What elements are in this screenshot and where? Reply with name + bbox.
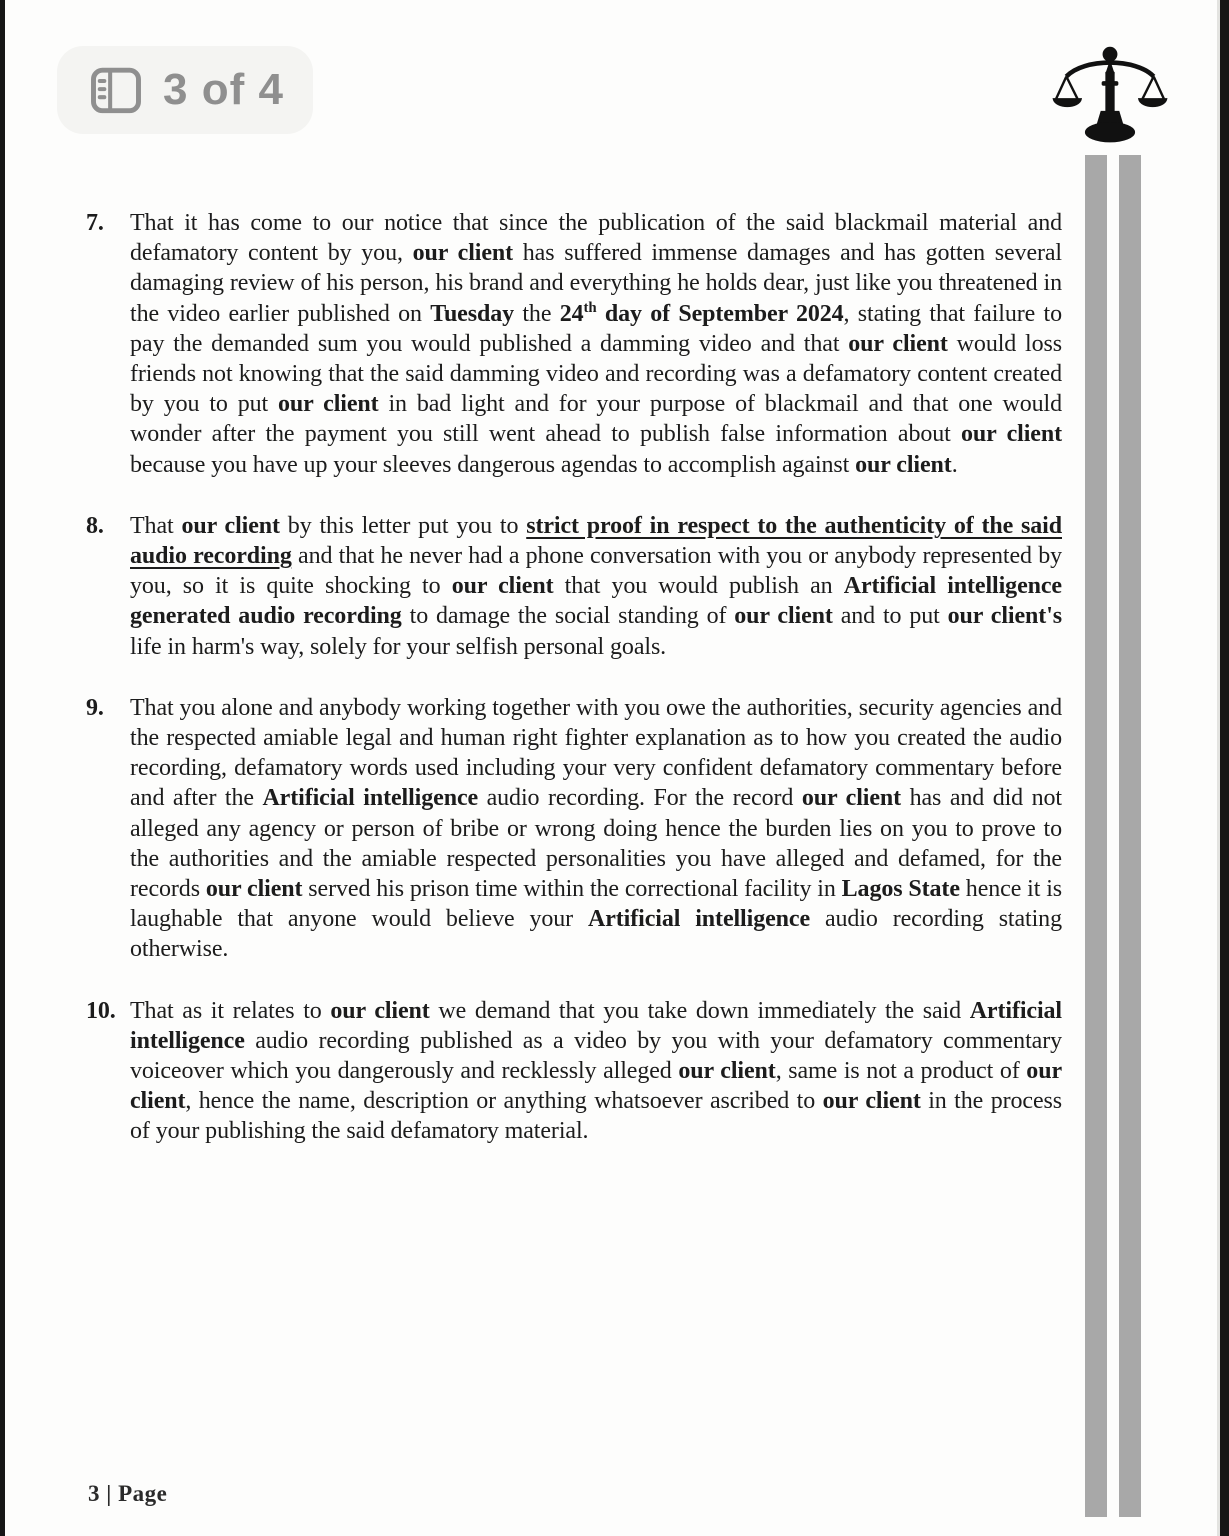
decorative-vertical-bar-2 xyxy=(1119,155,1141,1517)
page-indicator-badge[interactable] xyxy=(57,46,313,134)
paragraph-number: 8. xyxy=(86,512,104,539)
law-firm-logo xyxy=(1052,44,1168,148)
numbered-paragraph xyxy=(86,996,1062,1147)
numbered-paragraph xyxy=(86,208,1062,480)
document-body xyxy=(86,208,1062,1178)
paragraph-number: 9. xyxy=(86,694,104,721)
paragraph-text: That as it relates to our client we demand that you take down immediately the said Artificial intelligence audio recording published as a video by you with your defamatory commentary voiceover which you dangerously and recklessly alleged our client, same is not a product of our client, hence the name, description or anything whatsoever ascribed to our client in the process of your publishing the said defamatory material. xyxy=(130,997,1062,1145)
paragraph-text: That our client by this letter put you to strict proof in respect to the authenticity of the said audio recording and that he never had a phone conversation with you or anybody represented by you, so it is quite shocking to our client that you would publish an Artificial intelligence generated audio recording to damage the social standing of our client and to put our client's life in harm's way, solely for your selfish personal goals. xyxy=(130,512,1062,660)
left-edge-border xyxy=(0,0,5,1536)
paragraph-text: That you alone and anybody working together with you owe the authorities, security agencies and the respected amiable legal and human right fighter explanation as to how you created the audio recording, defamatory words used including your very confident defamatory commentary before and after the Artificial intelligence audio recording. For the record our client has and did not alleged any agency or person of bribe or wrong doing hence the burden lies on you to prove to the authorities and the amiable respected personalities you have alleged and defamed, for the records our client served his prison time within the correctional facility in Lagos State hence it is laughable that anyone would believe your Artificial intelligence audio recording stating otherwise. xyxy=(130,694,1063,963)
page-indicator-label: 3 of 4 xyxy=(163,65,284,114)
reader-sidebar-icon xyxy=(89,63,143,117)
numbered-paragraph xyxy=(86,693,1062,965)
numbered-paragraph xyxy=(86,511,1062,662)
paragraph-text: That it has come to our notice that since the publication of the said blackmail material and defamatory content by you, our client has suffered immense damages and has gotten several damaging review of his person, his brand and everything he holds dear, just like you threatened in the video earlier published on Tuesday the 24th day of September 2024, stating that failure to pay the demanded sum you would published a damming video and that our client would loss friends not knowing that the said damming video and recording was a defamatory content created by you to put our client in bad light and for your purpose of blackmail and that one would wonder after the payment you still went ahead to publish false information about our client because you have up your sleeves dangerous agendas to accomplish against our client. xyxy=(130,210,1063,478)
right-edge-border xyxy=(1220,0,1229,1536)
paragraph-number: 7. xyxy=(86,210,104,236)
decorative-vertical-bar-1 xyxy=(1085,155,1107,1517)
page-number-footer: 3 | Page xyxy=(88,1481,168,1506)
scales-of-justice-icon xyxy=(1052,44,1168,148)
paragraph-number: 10. xyxy=(86,997,116,1024)
